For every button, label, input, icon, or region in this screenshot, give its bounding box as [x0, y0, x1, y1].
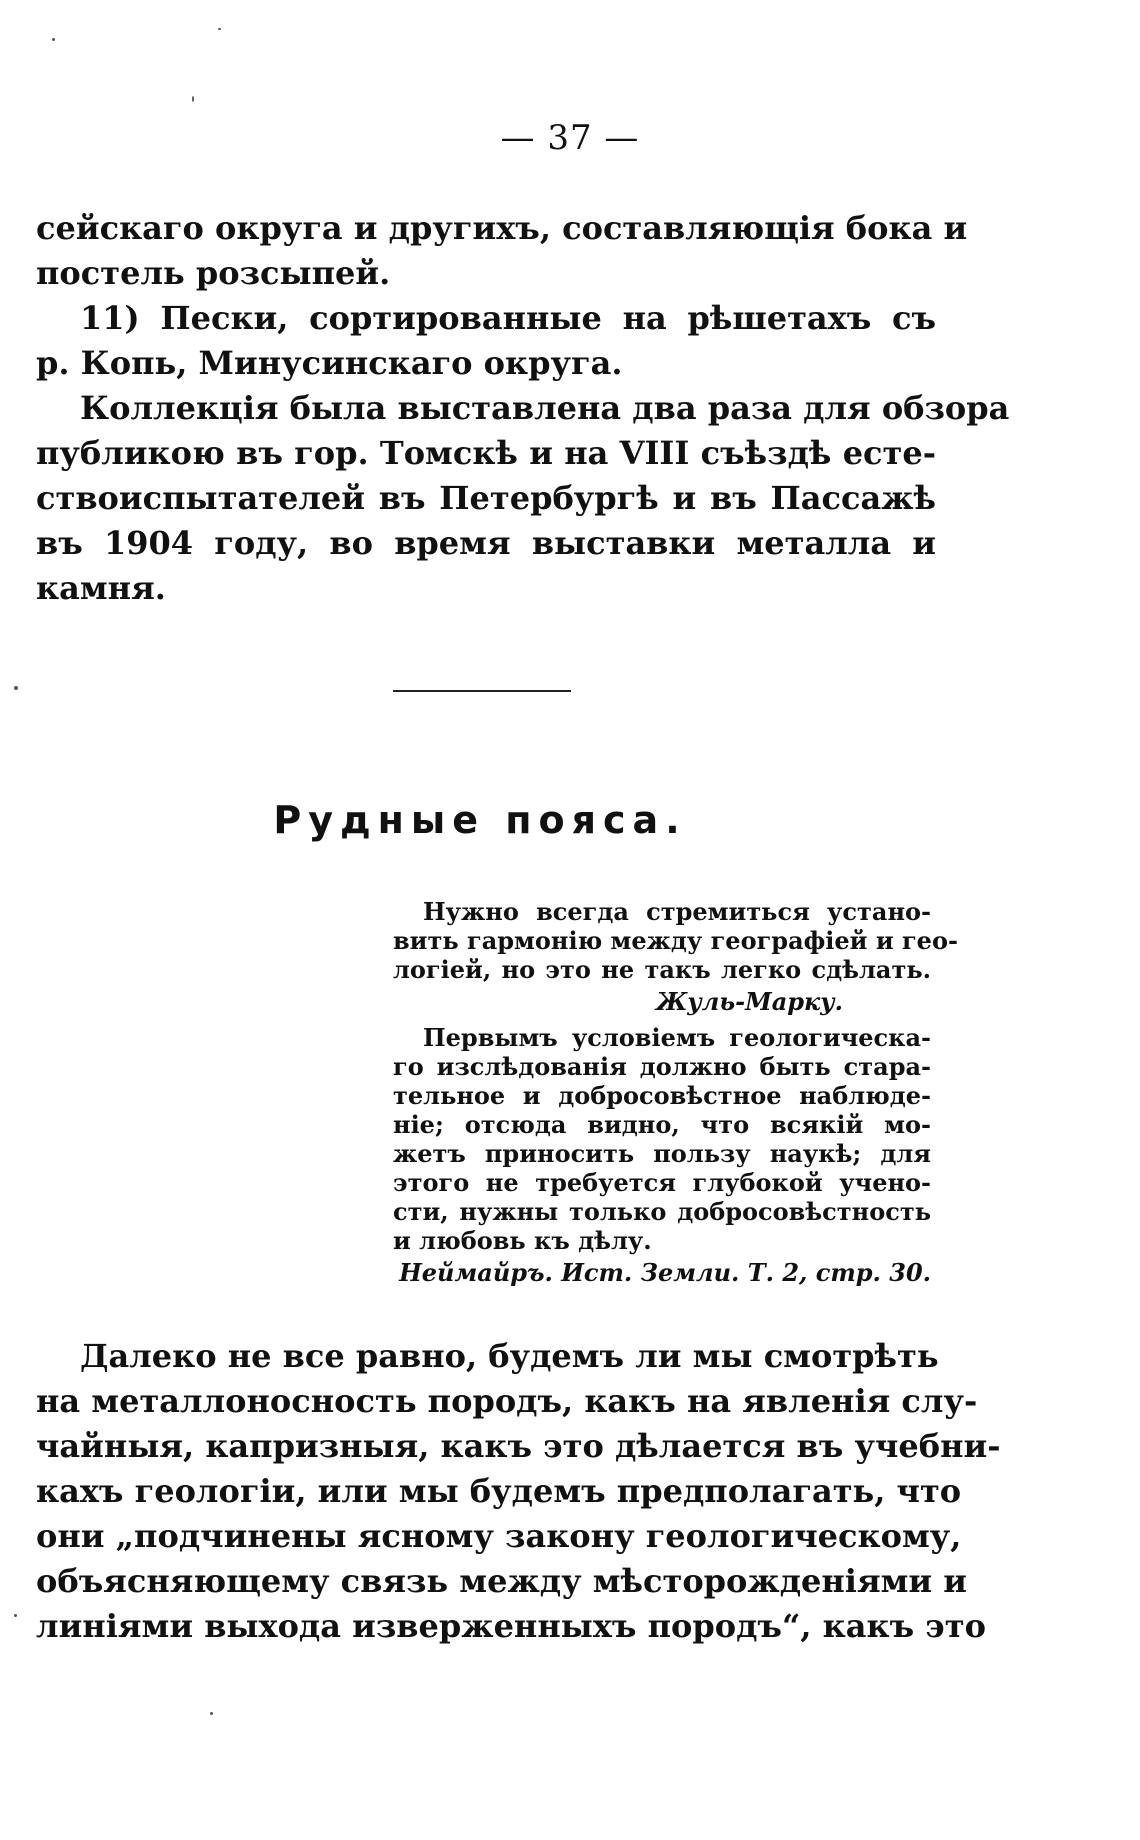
- epigraph-line: этого не требуется глубокой учено-: [393, 1168, 931, 1197]
- epigraph-quote: [393, 897, 958, 1016]
- epigraph-line: тельное и добросовѣстное наблюде-: [393, 1081, 931, 1110]
- epigraph-attribution: Жуль-Марку.: [655, 987, 843, 1016]
- epigraph-quote: [393, 1023, 931, 1287]
- epigraph-line: сти, нужны только добросовѣстность: [393, 1197, 931, 1226]
- text-line: линіями выхода изверженныхъ породъ“, какъ это: [36, 1607, 986, 1645]
- continuation-paragraph: [36, 209, 968, 302]
- text-line: объясняющему связь между мѣсторожденіями и: [36, 1562, 967, 1600]
- print-speck: [192, 96, 194, 102]
- print-speck: [210, 1712, 213, 1715]
- epigraph-line: и любовь къ дѣлу.: [393, 1226, 652, 1255]
- epigraph-line: логіей, но это не такъ легко сдѣлать.: [393, 955, 931, 984]
- print-speck: [52, 38, 55, 41]
- section-divider: [393, 690, 571, 692]
- page-number: — 37 —: [500, 118, 640, 158]
- text-line: публикою въ гор. Томскѣ и на VIII съѣздѣ есте-: [36, 434, 936, 472]
- epigraph-line: го изслѣдованія должно быть стара-: [393, 1052, 931, 1081]
- epigraph-line: Первымъ условіемъ геологическа-: [423, 1023, 931, 1052]
- main-paragraph: [36, 1337, 1001, 1655]
- text-line: Коллекція была выставлена два раза для обзора: [80, 389, 1010, 427]
- text-line: р. Копь, Минусинскаго округа.: [36, 344, 623, 382]
- print-speck: [14, 686, 18, 690]
- collection-paragraph: [36, 389, 1010, 617]
- text-line: кахъ геологіи, или мы будемъ предполагать, что: [36, 1472, 962, 1510]
- print-speck: [14, 1614, 17, 1617]
- epigraph-line: жетъ приносить пользу наукѣ; для: [393, 1139, 931, 1168]
- text-line: камня.: [36, 569, 166, 607]
- epigraph-line: Нужно всегда стремиться устано-: [423, 897, 931, 926]
- text-line: ствоиспытателей въ Петербургѣ и въ Пассажѣ: [36, 479, 936, 517]
- print-speck: [218, 28, 221, 30]
- text-line: Далеко не все равно, будемъ ли мы смотрѣть: [80, 1337, 939, 1375]
- item-11-paragraph: [36, 299, 936, 392]
- text-line: въ 1904 году, во время выставки металла и: [36, 524, 936, 562]
- text-line: сейскаго округа и другихъ, составляющія бока и: [36, 209, 968, 247]
- section-heading: Рудные пояса.: [273, 798, 687, 842]
- epigraph-line: ніе; отсюда видно, что всякій мо-: [393, 1110, 931, 1139]
- text-line: они „подчинены ясному закону геологическому,: [36, 1517, 962, 1555]
- epigraph-attribution: Неймайръ. Ист. Земли. Т. 2, стр. 30.: [399, 1258, 931, 1287]
- text-line: чайныя, капризныя, какъ это дѣлается въ учебни-: [36, 1427, 1001, 1465]
- text-line: постель розсыпей.: [36, 254, 391, 292]
- epigraph-line: вить гармонію между географіей и гео-: [393, 926, 958, 955]
- text-line: 11) Пески, сортированные на рѣшетахъ съ: [80, 299, 936, 337]
- text-line: на металлоносность породъ, какъ на явленія слу-: [36, 1382, 978, 1420]
